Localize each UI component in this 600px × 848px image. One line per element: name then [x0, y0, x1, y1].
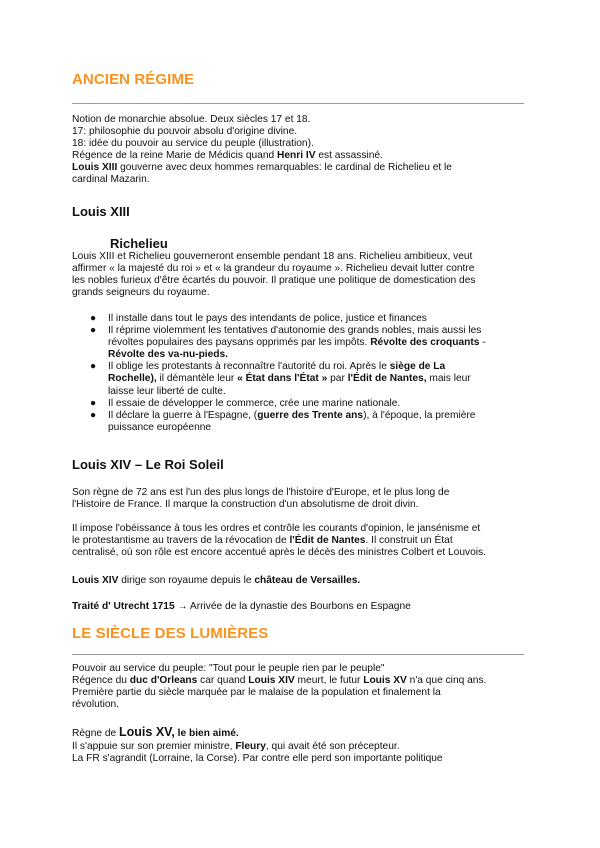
bold-run: guerre des Trente ans: [257, 409, 364, 421]
text-run: gouverne avec deux hommes remarquables: le cardinal de Richelieu et le: [117, 162, 452, 174]
bold-run: Louis XIV: [248, 675, 295, 687]
text-line: Notion de monarchie absolue. Deux siècles 17 et 18.: [72, 114, 311, 125]
text-run: par: [327, 373, 348, 385]
bullet-icon: ●: [90, 397, 97, 409]
text-line: Première partie du siècle marquée par le malaise de la population et finalement la: [72, 687, 441, 699]
text-run: Il déclare la guerre à l'Espagne, (: [108, 409, 258, 421]
heading-louis-xiii: Louis XIII: [72, 204, 130, 219]
bold-run: duc d'Orleans: [129, 675, 198, 687]
text-run: . Il construit un État: [365, 535, 453, 547]
text-line: [72, 601, 528, 613]
bold-run: le bien aimé.: [174, 728, 239, 739]
list-item: [72, 410, 528, 434]
text-line: Son règne de 72 ans est l'un des plus longs de l'histoire d'Europe, et le plus long de: [72, 487, 450, 498]
section-divider: [72, 103, 524, 104]
text-run: car quand: [197, 675, 249, 687]
bold-run: siège de La: [389, 361, 446, 373]
text-run: n'a que cinq ans.: [406, 675, 487, 687]
louis-xiv-paragraph-2: [72, 523, 528, 559]
text-line: [72, 675, 528, 687]
list-item: [72, 325, 528, 361]
text-line: Louis XIII et Richelieu gouverneront ensemble pendant 18 ans. Richelieu ambitieux, veut: [72, 251, 473, 262]
section-title-ancien-regime: ANCIEN RÉGIME: [72, 71, 195, 88]
text-line: [72, 162, 528, 174]
text-line: [72, 535, 528, 547]
text-line: Il impose l'obéissance à tous les ordres et contrôle les courants d'opinion, le jansénisme et: [72, 523, 481, 534]
bold-run: Louis XIII: [72, 162, 118, 174]
text-run: mais leur: [426, 373, 471, 385]
text-run: Il s'appuie sur son premier ministre,: [72, 741, 236, 752]
heading-louis-xiv: Louis XIV – Le Roi Soleil: [72, 457, 224, 472]
text-line: [72, 725, 528, 741]
text-line: [72, 150, 528, 162]
text-line: laisse leur liberté de culte.: [108, 385, 226, 397]
text-run: est assassiné.: [315, 150, 383, 162]
louis-xiv-paragraph-3: [72, 575, 528, 587]
subheading-richelieu: Richelieu: [110, 236, 168, 251]
bold-run: château de Versailles.: [254, 575, 361, 586]
text-run: Régence de la reine Marie de Médicis quand: [72, 150, 278, 162]
text-run: , qui avait été son précepteur.: [265, 741, 400, 752]
text-line: [108, 373, 528, 385]
text-line: [108, 337, 528, 349]
text-line: affirmer « la majesté du roi » et « la grandeur du royaume ». Richelieu devait lutter contre: [72, 263, 475, 275]
text-line: l'Histoire de France. Il marque la construction d'un absolutisme de droit divin.: [72, 499, 419, 511]
text-run: -: [479, 337, 486, 349]
bold-run: « État dans l'État »: [237, 373, 328, 385]
text-line: grands seigneurs du royaume.: [72, 287, 210, 299]
text-line: La FR s'agrandit (Lorraine, la Corse). Par contre elle perd son importante politique: [72, 753, 443, 765]
text-run: Il oblige les protestants à reconnaître l'autorité du roi. Après le: [108, 361, 390, 373]
lumieres-paragraph-1: [72, 663, 528, 711]
text-run: → Arrivée de la dynastie des Bourbons en Espagne: [174, 601, 411, 612]
text-line: cardinal Mazarin.: [72, 174, 150, 186]
richelieu-paragraph: [72, 251, 528, 299]
section-title-siecle-des-lumieres: LE SIÈCLE DES LUMIÈRES: [72, 625, 269, 642]
bold-run: Fleury: [235, 741, 266, 752]
text-line: 17: philosophie du pouvoir absolu d'origine divine.: [72, 126, 298, 138]
bold-run: Louis XV,: [119, 725, 175, 739]
bold-run: Révolte des croquants: [370, 337, 480, 349]
text-line: [108, 361, 528, 373]
bullet-icon: ●: [90, 361, 97, 373]
list-item: [72, 398, 528, 410]
bullet-icon: ●: [90, 409, 97, 421]
text-line: 18: idée du pouvoir au service du peuple (illustration).: [72, 138, 314, 150]
text-run: il démantèle leur: [156, 373, 238, 385]
text-line: [108, 410, 528, 422]
text-run: le protestantisme au travers de la révocation de: [72, 535, 290, 547]
section-divider: [72, 654, 524, 655]
list-item: [72, 361, 528, 397]
text-line: révolution.: [72, 699, 120, 711]
bullet-icon: ●: [90, 325, 97, 337]
text-run: Régence du: [72, 675, 130, 687]
text-run: Il installe dans tout le pays des intendants de police, justice et finances: [108, 313, 427, 324]
bold-run: Traité d' Utrecht 1715: [72, 601, 175, 612]
louis-xiv-paragraph-1: [72, 487, 528, 511]
list-item: [72, 313, 528, 325]
text-run: Il essaie de développer le commerce, crée une marine nationale.: [108, 397, 401, 409]
bold-run: Henri IV: [277, 150, 316, 162]
text-line: Pouvoir au service du peuple: "Tout pour le peuple rien par le peuple": [72, 663, 385, 674]
text-line: puissance européenne: [108, 421, 212, 433]
text-run: dirige son royaume depuis le: [118, 575, 255, 586]
louis-xiv-paragraph-4: [72, 601, 528, 613]
bold-run: l'Édit de Nantes: [289, 535, 366, 547]
text-line: [72, 575, 528, 587]
richelieu-bullet-list: [72, 313, 528, 434]
bold-run: Louis XIV: [72, 575, 119, 586]
text-line: Il réprime violemment les tentatives d'autonomie des grands nobles, mais aussi les: [108, 325, 482, 337]
text-line: centralisé, où son rôle est encore accentué après le décès des ministres Colbert et Louvois.: [72, 547, 486, 559]
bold-run: l'Édit de Nantes,: [347, 373, 427, 385]
text-line: les nobles furieux d'être écartés du pouvoir. Il pratique une politique de domestication des: [72, 275, 476, 287]
text-line: [72, 741, 528, 753]
text-run: ), à l'époque, la première: [363, 409, 476, 421]
text-run: Règne de: [72, 728, 120, 739]
text-run: révoltes populaires des paysans opprimés par les impôts.: [108, 337, 371, 349]
lumieres-paragraph-2: [72, 725, 528, 765]
bold-run: Louis XV: [363, 675, 407, 687]
bold-line: Révolte des va-nu-pieds.: [108, 349, 229, 361]
text-run: meurt, le futur: [294, 675, 364, 687]
bold-run: Rochelle),: [108, 373, 157, 385]
bullet-icon: ●: [90, 313, 97, 324]
ancien-regime-intro: [72, 114, 528, 187]
